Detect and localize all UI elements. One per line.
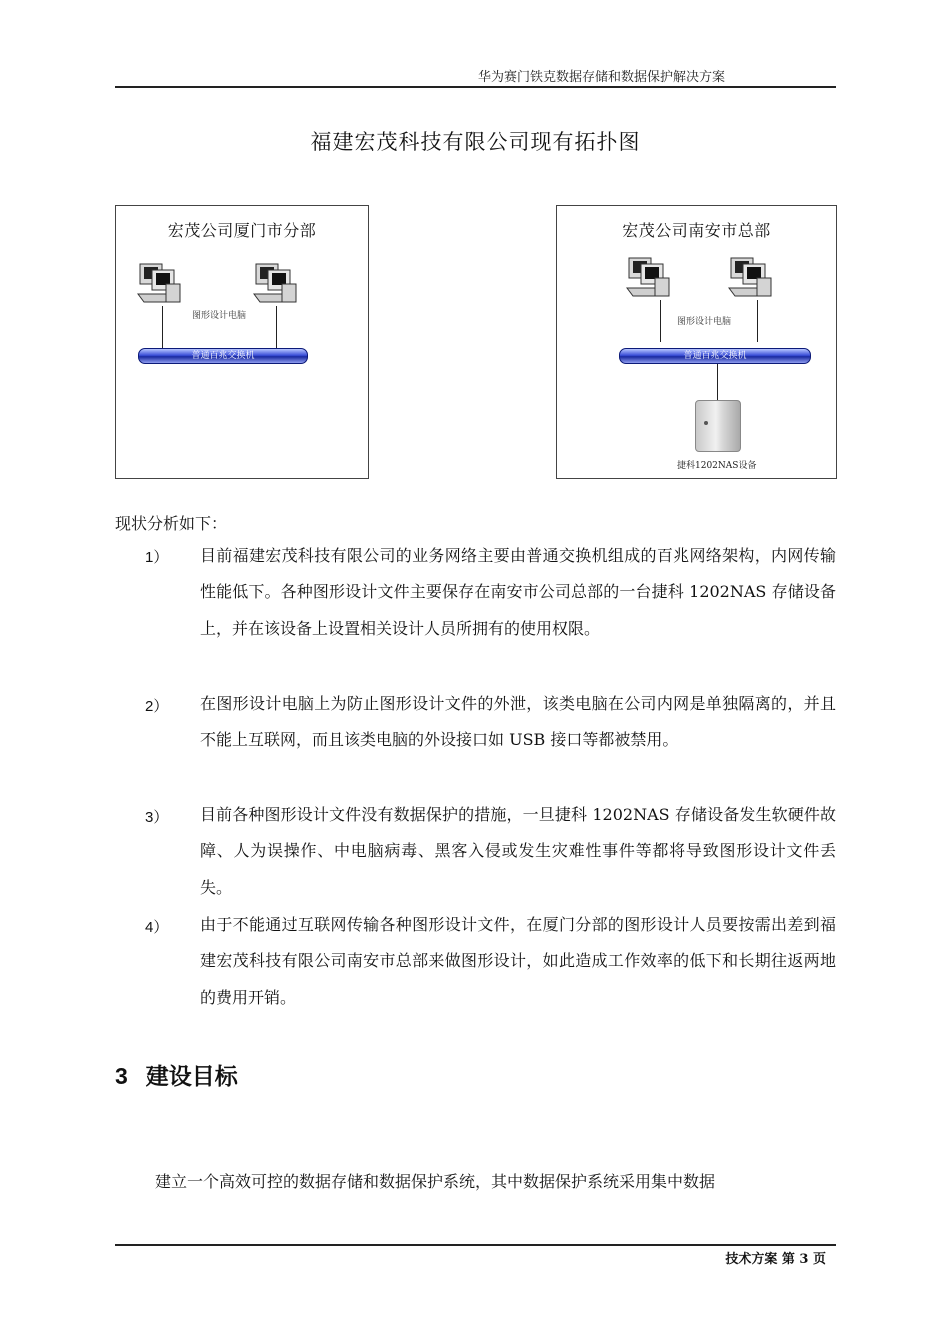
list-item-number: 1） [145, 549, 169, 566]
panel-title: 宏茂公司厦门市分部 [167, 221, 317, 240]
body-paragraph: 建立一个高效可控的数据存储和数据保护系统，其中数据保护系统采用集中数据 [155, 1172, 716, 1191]
header-rule [115, 86, 836, 88]
switch-label: 普通百兆交换机 [683, 351, 747, 361]
pc-label: 图形设计电脑 [192, 311, 247, 321]
footer-rule [115, 1244, 836, 1246]
section-number: 3 [115, 1063, 128, 1089]
nanan-hq-panel [556, 205, 837, 479]
nas-light [704, 421, 708, 425]
page-footer: 技术方案 第 3 页 [725, 1252, 826, 1267]
panel-title: 宏茂公司南安市总部 [622, 221, 771, 240]
network-link [757, 300, 758, 342]
list-item-number: 2） [145, 698, 169, 715]
list-item: 由于不能通过互联网传输各种图形设计文件，在厦门分部的图形设计人员要按需出差到福建宏茂科技有限公司南安市总部来做图形设计，如此造成工作效率的低下和长期往返两地的费用开销。 [200, 915, 836, 1007]
list-item-number: 3） [145, 809, 169, 826]
list-item-number: 4） [145, 919, 169, 936]
diagram-title: 福建宏茂科技有限公司现有拓扑图 [310, 130, 641, 154]
nas-device-icon [695, 400, 741, 452]
list-item: 目前福建宏茂科技有限公司的业务网络主要由普通交换机组成的百兆网络架构，内网传输性能低下。各种图形设计文件主要保存在南安市公司总部的一台捷科 1202NAS 存储设备上，并在该设备上设置相关设计人员所拥有的使用权限。 [200, 546, 836, 638]
computer-icon [252, 262, 300, 306]
list-item: 目前各种图形设计文件没有数据保护的措施，一旦捷科 1202NAS 存储设备发生软硬件故障、人为误操作、中电脑病毒、黑客入侵或发生灾难性事件等都将导致图形设计文件丢失。 [200, 805, 836, 897]
switch-pipe [138, 348, 308, 364]
switch-pipe [619, 348, 811, 364]
list-item: 在图形设计电脑上为防止图形设计文件的外泄，该类电脑在公司内网是单独隔离的，并且不能上互联网，而且该类电脑的外设接口如 USB 接口等都被禁用。 [200, 694, 836, 750]
section-heading [115, 1058, 238, 1091]
network-link [276, 306, 277, 348]
network-link [660, 300, 661, 342]
computer-icon [136, 262, 184, 306]
xiamen-branch-panel [115, 205, 369, 479]
network-link [717, 364, 718, 400]
computer-icon [625, 256, 673, 300]
pc-label: 图形设计电脑 [677, 317, 732, 327]
analysis-lead: 现状分析如下： [115, 514, 228, 533]
running-header: 华为赛门铁克数据存储和数据保护解决方案 [477, 70, 725, 85]
computer-icon [727, 256, 775, 300]
nas-label: 捷科1202NAS设备 [677, 461, 757, 471]
switch-label: 普通百兆交换机 [191, 351, 255, 361]
section-title: 建设目标 [145, 1063, 238, 1089]
network-link [162, 306, 163, 348]
